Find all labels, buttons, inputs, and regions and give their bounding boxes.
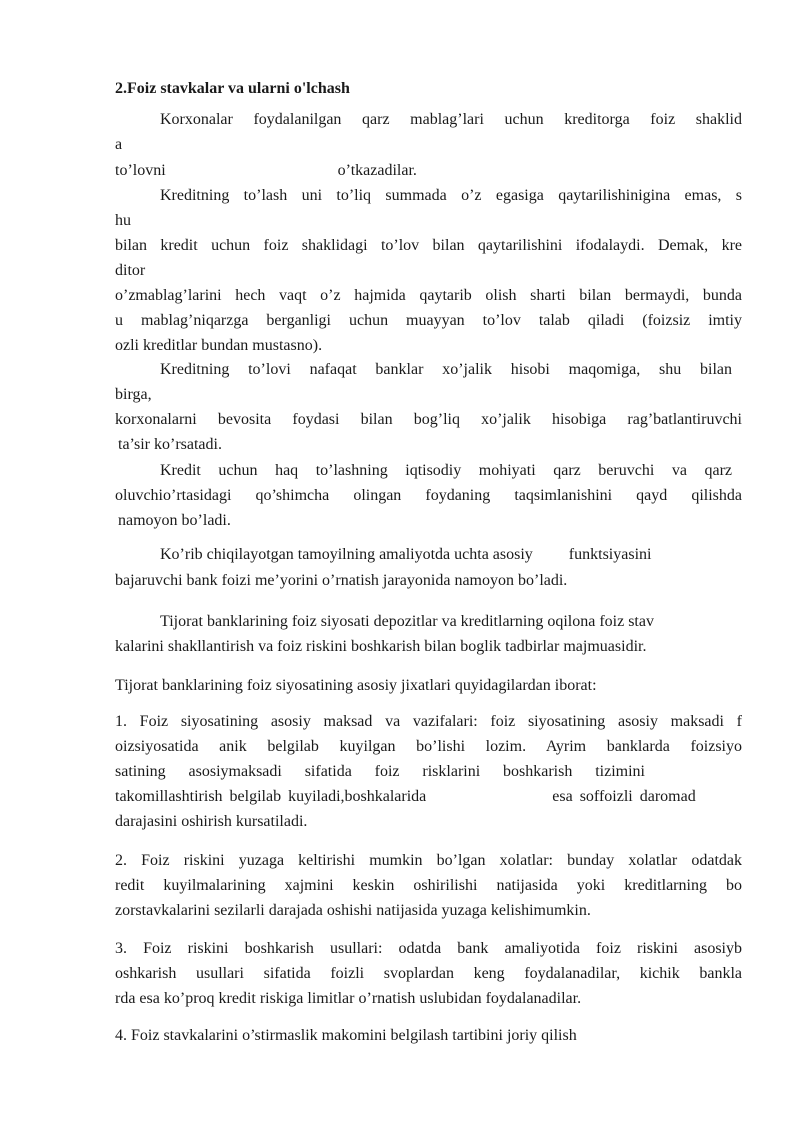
text-line: Tijorat banklarining foiz siyosati depozitlar va kreditlarning oqilona foiz stav	[160, 613, 654, 630]
text-line: korxonalarni bevosita foydasi bilan bog’liq xo’jalik hisobiga rag’batlantiruvchi	[115, 411, 742, 428]
text-line: 1. Foiz siyosatining asosiy maksad va vazifalari: foiz siyosatining asosiy maksadi f	[115, 713, 742, 730]
text-line: 2. Foiz riskini yuzaga keltirishi mumkin bo’lgan xolatlar: bunday xolatlar odatdak	[115, 852, 742, 869]
text-line: bilan kredit uchun foiz shaklidagi to’lov bilan qaytarilishini ifodalaydi. Demak, kre	[115, 237, 742, 254]
text-line: 3. Foiz riskini boshkarish usullari: odatda bank amaliyotida foiz riskini asosiyb	[115, 940, 742, 957]
text-line: a	[115, 136, 123, 153]
text-line: Kreditning to’lovi nafaqat banklar xo’jalik hisobi maqomiga, shu bilan	[160, 361, 732, 378]
text-line: bajaruvchi bank foizi me’yorini o’rnatish jarayonida namoyon bo’ladi.	[115, 572, 568, 589]
text-line: to’lovni o’tkazadilar.	[115, 162, 417, 179]
text-line: ozli kreditlar bundan mustasno).	[115, 337, 323, 354]
text-line: ditor	[115, 262, 146, 279]
text-line: oshkarish usullari sifatida foizli svoplardan keng foydalanadilar, kichik bankla	[115, 965, 742, 982]
text-line: oluvchio’rtasidagi qo’shimcha olingan foydaning taqsimlanishini qayd qilishda	[115, 487, 742, 504]
text-line: Kreditning to’lash uni to’liq summada o’z egasiga qaytarilishinigina emas, s	[160, 187, 742, 204]
text-line: redit kuyilmalarining xajmini keskin oshirilishi natijasida yoki kreditlarning bo	[115, 877, 742, 894]
text-line: o’zmablag’larini hech vaqt o’z hajmida qaytarib olish sharti bilan bermaydi, bunda	[115, 287, 742, 304]
text-line: takomillashtirish belgilab kuyiladi,boshkalarida esa soffoizli daromad	[115, 788, 696, 805]
text-line: hu	[115, 212, 131, 229]
text-line: kalarini shakllantirish va foiz riskini boshkarish bilan boglik tadbirlar majmuasidir.	[115, 638, 647, 655]
text-line: 4. Foiz stavkalarini o’stirmaslik makomini belgilash tartibini joriy qilish	[115, 1027, 577, 1044]
text-line: Tijorat banklarining foiz siyosatining asosiy jixatlari quyidagilardan iborat:	[115, 677, 597, 694]
text-line: zorstavkalarini sezilarli darajada oshishi natijasida yuzaga kelishimumkin.	[115, 902, 591, 919]
section-heading: 2.Foiz stavkalar va ularni o'lchash	[115, 80, 350, 97]
text-line: birga,	[115, 386, 152, 403]
text-line: Korxonalar foydalanilgan qarz mablag’lari uchun kreditorga foiz shaklid	[160, 111, 742, 128]
text-line: ta’sir ko’rsatadi.	[118, 436, 222, 453]
text-line: darajasini oshirish kursatiladi.	[115, 813, 308, 830]
text-line: oizsiyosatida anik belgilab kuyilgan bo’lishi lozim. Ayrim banklarda foizsiyo	[115, 738, 742, 755]
text-line: namoyon bo’ladi.	[118, 512, 231, 529]
text-line: satining asosiymaksadi sifatida foiz risklarini boshkarish tizimini	[115, 763, 645, 780]
text-line: rda esa ko’proq kredit riskiga limitlar o’rnatish uslubidan foydalanadilar.	[115, 990, 582, 1007]
text-line: Ko’rib chiqilayotgan tamoyilning amaliyotda uchta asosiy funktsiyasini	[160, 546, 652, 563]
text-line: u mablag’niqarzga berganligi uchun muayyan to’lov talab qiladi (foizsiz imtiy	[115, 312, 742, 329]
text-line: Kredit uchun haq to’lashning iqtisodiy mohiyati qarz beruvchi va qarz	[160, 462, 732, 479]
